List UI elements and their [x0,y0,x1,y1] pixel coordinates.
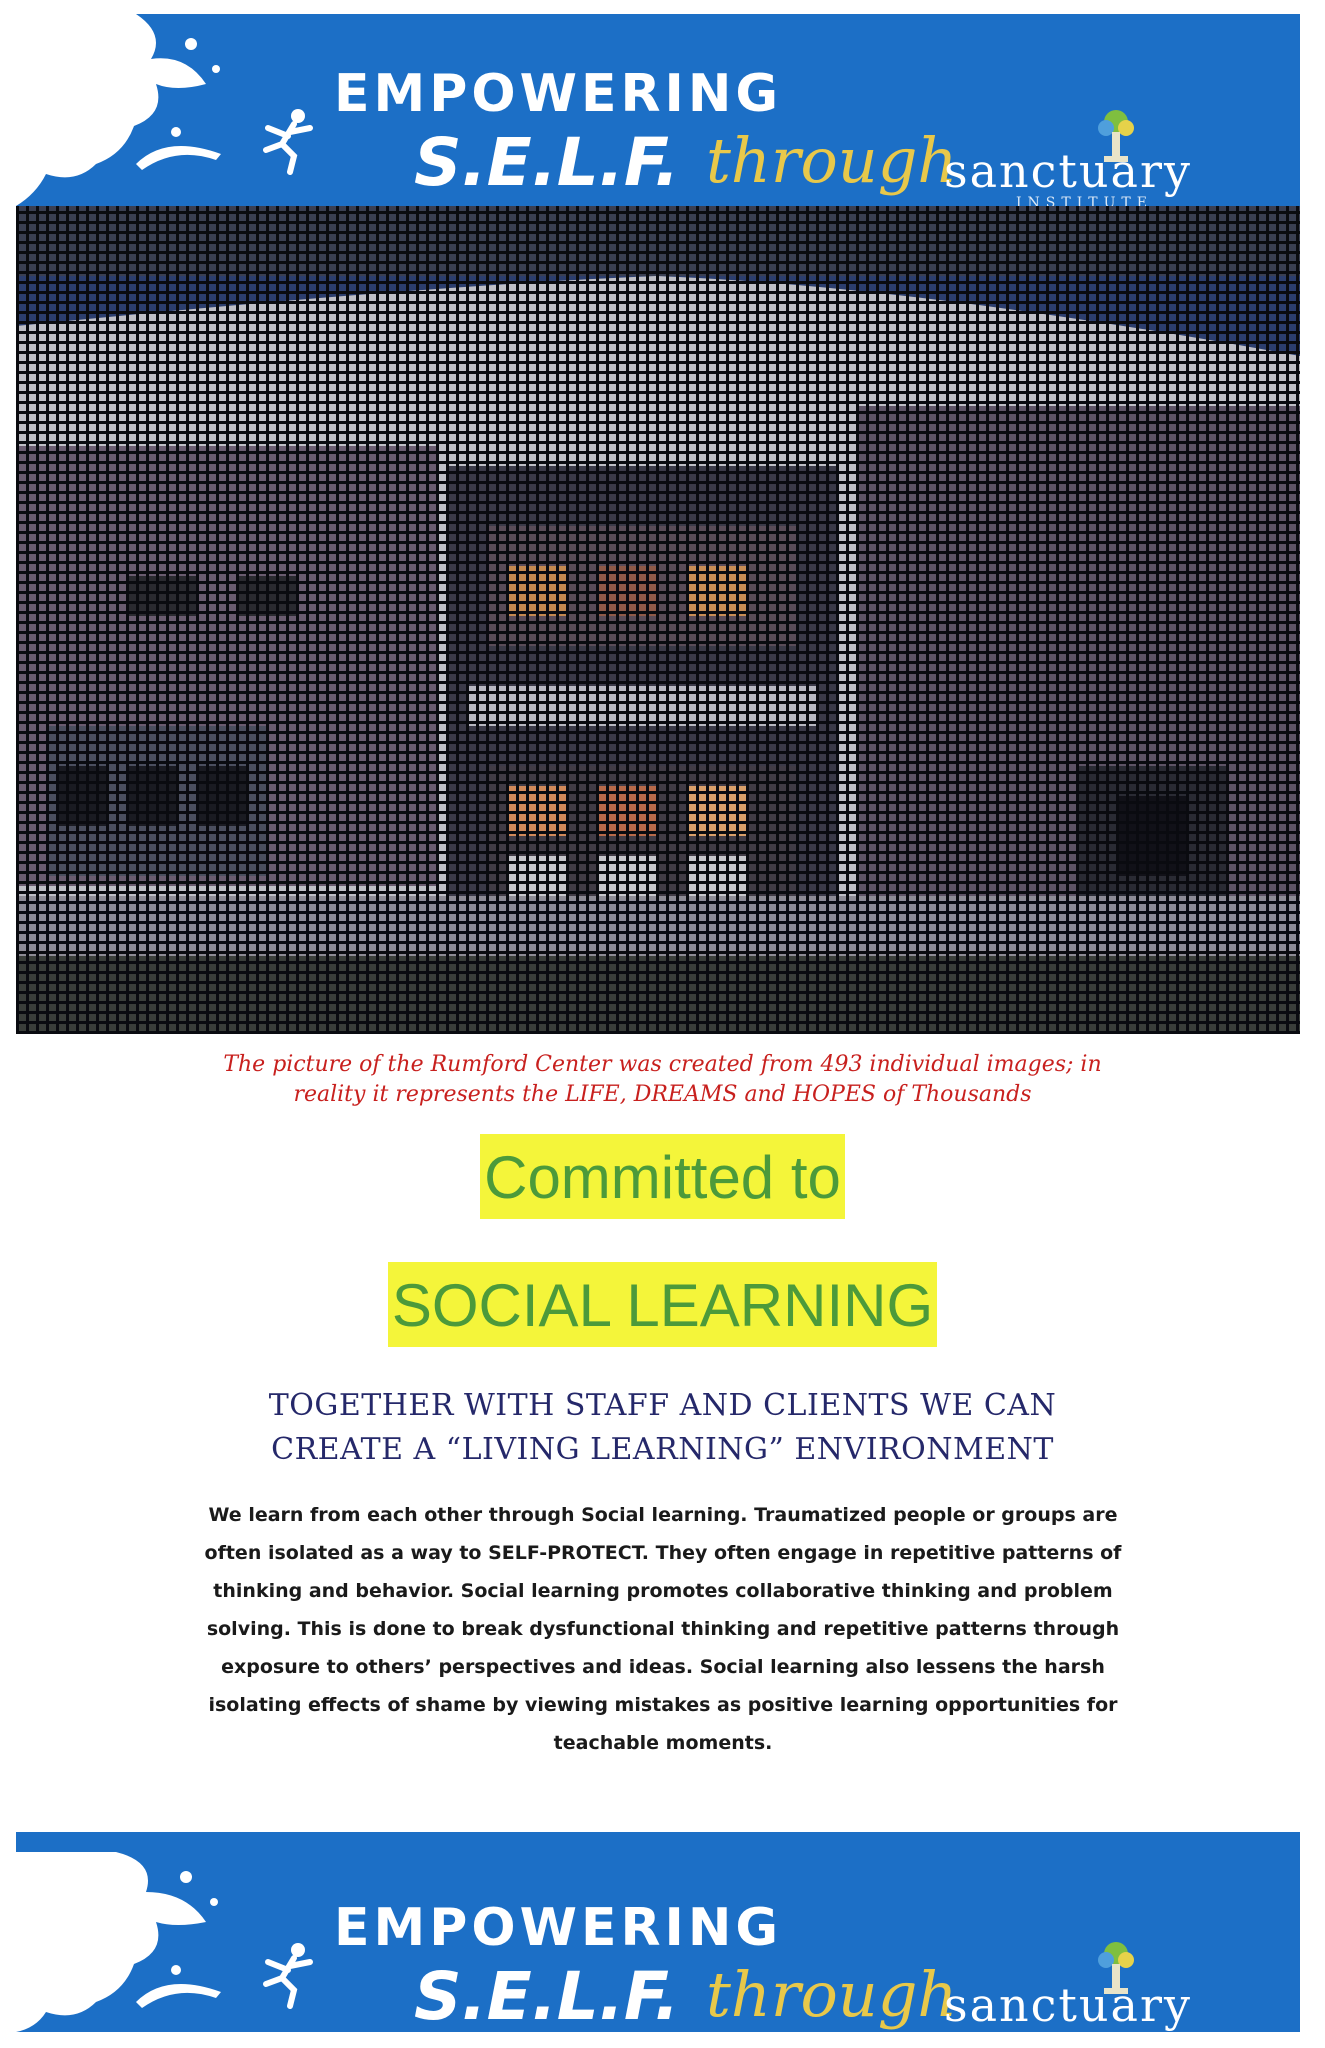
paint-splash-graphic [16,14,246,206]
headline-committed [0,1144,1325,1211]
body-line: teachable moments. [553,1732,773,1754]
banner-title-empowering: EMPOWERING [334,64,783,124]
subheading [120,1384,1205,1472]
headline-social-learning [0,1272,1325,1339]
headline-committed-text: Committed to [480,1134,845,1219]
subheading-line-1: TOGETHER WITH STAFF AND CLIENTS WE CAN [268,1388,1057,1423]
subheading-line-2: CREATE A “LIVING LEARNING” ENVIRONMENT [271,1432,1054,1467]
body-line: thinking and behavior. Social learning promotes collaborative thinking and problem [213,1580,1113,1602]
top-banner [16,14,1300,206]
banner-title-through: through [706,1958,958,2031]
brand-name: sanctuary [944,144,1192,198]
body-line: solving. This is done to break dysfunctional thinking and repetitive patterns through [206,1618,1120,1640]
banner-title-empowering: EMPOWERING [334,1898,783,1958]
brand-name: sanctuary [944,1978,1192,2032]
banner-title-self: S.E.L.F. [414,124,680,201]
banner-title-self: S.E.L.F. [414,1958,680,2032]
body-line: We learn from each other through Social learning. Traumatized people or groups are [208,1504,1118,1526]
runner-figure-icon [254,1940,324,2010]
body-paragraph [188,1496,1138,1762]
caption-line-2: reality it represents the LIFE, DREAMS and HOPES of Thousands [293,1082,1032,1107]
brand-subtitle: INSTITUTE [1016,195,1153,206]
headline-social-learning-text: SOCIAL LEARNING [388,1262,937,1347]
paint-splash-graphic [16,1832,246,2032]
banner-title-through: through [706,124,958,197]
bottom-banner [16,1832,1300,2032]
mosaic-photo-rumford-center [16,206,1300,1034]
body-line: exposure to others’ perspectives and ideas. Social learning also lessens the harsh [221,1656,1105,1678]
caption-line-1: The picture of the Rumford Center was created from 493 individual images; in [223,1052,1102,1077]
body-line: often isolated as a way to SELF-PROTECT. They often engage in repetitive patterns of [204,1542,1122,1564]
runner-figure-icon [254,106,324,176]
mosaic-grid-overlay [16,206,1300,1034]
photo-caption [60,1050,1265,1110]
body-line: isolating effects of shame by viewing mistakes as positive learning opportunities for [208,1694,1118,1716]
